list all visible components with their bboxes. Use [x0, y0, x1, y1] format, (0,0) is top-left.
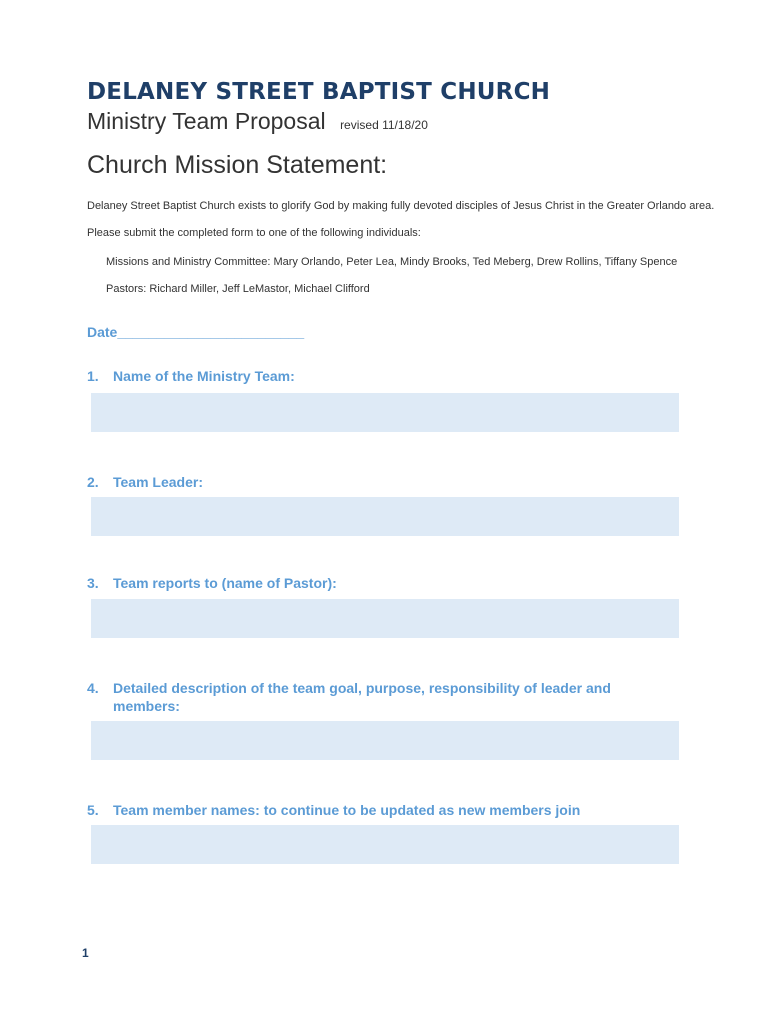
organization-title: DELANEY STREET BAPTIST CHURCH — [87, 79, 551, 105]
question-number: 1. — [87, 368, 99, 384]
question-text: Team Leader: — [113, 474, 203, 490]
answer-field-team-leader[interactable] — [91, 497, 679, 536]
question-number: 5. — [87, 802, 99, 818]
mission-statement: Delaney Street Baptist Church exists to glorify God by making fully devoted disciples of Jesus Christ in the Greater Orlando area. — [87, 200, 715, 212]
answer-field-reports-to[interactable] — [91, 599, 679, 638]
question-text-continued: members: — [113, 698, 180, 714]
committee-list: Missions and Ministry Committee: Mary Orlando, Peter Lea, Mindy Brooks, Ted Meberg, Drew Rollins, Tiffany Spence — [106, 256, 678, 268]
question-text: Team member names: to continue to be updated as new members join — [113, 802, 581, 818]
form-title-row — [87, 108, 428, 135]
question-2 — [87, 473, 687, 491]
answer-field-ministry-team-name[interactable] — [91, 393, 679, 432]
answer-field-member-names[interactable] — [91, 825, 679, 864]
question-text: Team reports to (name of Pastor): — [113, 575, 337, 591]
mission-heading: Church Mission Statement: — [87, 151, 388, 179]
question-number: 4. — [87, 680, 99, 696]
form-title: Ministry Team Proposal — [87, 108, 326, 134]
page-number: 1 — [82, 946, 89, 960]
question-3 — [87, 574, 687, 592]
question-number: 3. — [87, 575, 99, 591]
question-number: 2. — [87, 474, 99, 490]
question-4 — [87, 679, 687, 715]
answer-field-description[interactable] — [91, 721, 679, 760]
question-5 — [87, 801, 687, 819]
submit-instructions: Please submit the completed form to one of the following individuals: — [87, 227, 421, 239]
question-1 — [87, 367, 687, 385]
revision-date: revised 11/18/20 — [340, 118, 428, 132]
date-field[interactable]: Date________________________ — [87, 324, 305, 340]
question-text: Name of the Ministry Team: — [113, 368, 295, 384]
question-text: Detailed description of the team goal, purpose, responsibility of leader and — [113, 680, 611, 696]
pastors-list: Pastors: Richard Miller, Jeff LeMastor, Michael Clifford — [106, 283, 370, 295]
